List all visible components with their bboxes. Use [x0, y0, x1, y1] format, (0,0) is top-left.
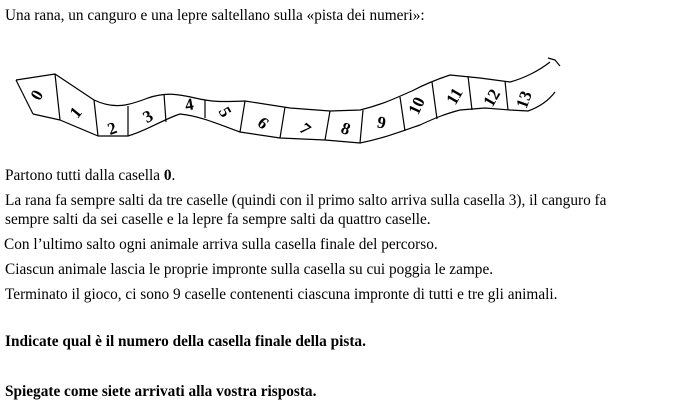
track-cell-9: 9: [375, 112, 388, 133]
start-paragraph: [5, 166, 175, 185]
track-cell-10: 10: [404, 94, 429, 118]
track-cell-0: 0: [26, 86, 48, 104]
track-cell-3: 3: [139, 106, 157, 127]
track-cell-12: 12: [479, 85, 505, 110]
number-track: [0, 0, 696, 160]
track-cell-5: 5: [214, 103, 236, 121]
footprints-text: Ciascun animale lascia le proprie impronte sulla casella su cui poggia le zampe.: [5, 261, 494, 278]
shared-cells-text: Terminato il gioco, ci sono 9 caselle contenenti ciascuna impronte di tutti e tre gli animali.: [5, 286, 558, 303]
track-cell-11: 11: [442, 84, 467, 108]
start-suffix: .: [171, 167, 176, 184]
track-cell-13: 13: [512, 88, 536, 111]
track-cell-4: 4: [183, 94, 196, 115]
jumps-line-2: sempre salti da sei caselle e la lepre fa sempre salti da quattro caselle.: [5, 211, 431, 228]
track-cell-2: 2: [104, 118, 120, 139]
start-prefix: Partono tutti dalla casella: [5, 167, 164, 184]
track-cell-8: 8: [338, 118, 353, 140]
jumps-line-1: La rana fa sempre salti da tre caselle (quindi con il primo salto arriva sulla casella 3), il canguro fa: [5, 192, 607, 209]
explain-text: Spiegate come siete arrivati alla vostra risposta.: [5, 383, 317, 400]
track-cell-1: 1: [65, 103, 86, 122]
intro-text: Una rana, un canguro e una lepre saltellano sulla «pista dei numeri»:: [5, 7, 425, 24]
question-text: Indicate qual è il numero della casella finale della pista.: [5, 333, 366, 350]
track-cell-7: 7: [295, 119, 315, 140]
start-cell-value: 0: [163, 167, 172, 184]
track-cell-6: 6: [253, 113, 273, 134]
final-jump-text: Con l’ultimo salto ogni animale arriva sulla casella finale del percorso.: [4, 236, 438, 253]
track-upper-edge: [16, 62, 550, 111]
